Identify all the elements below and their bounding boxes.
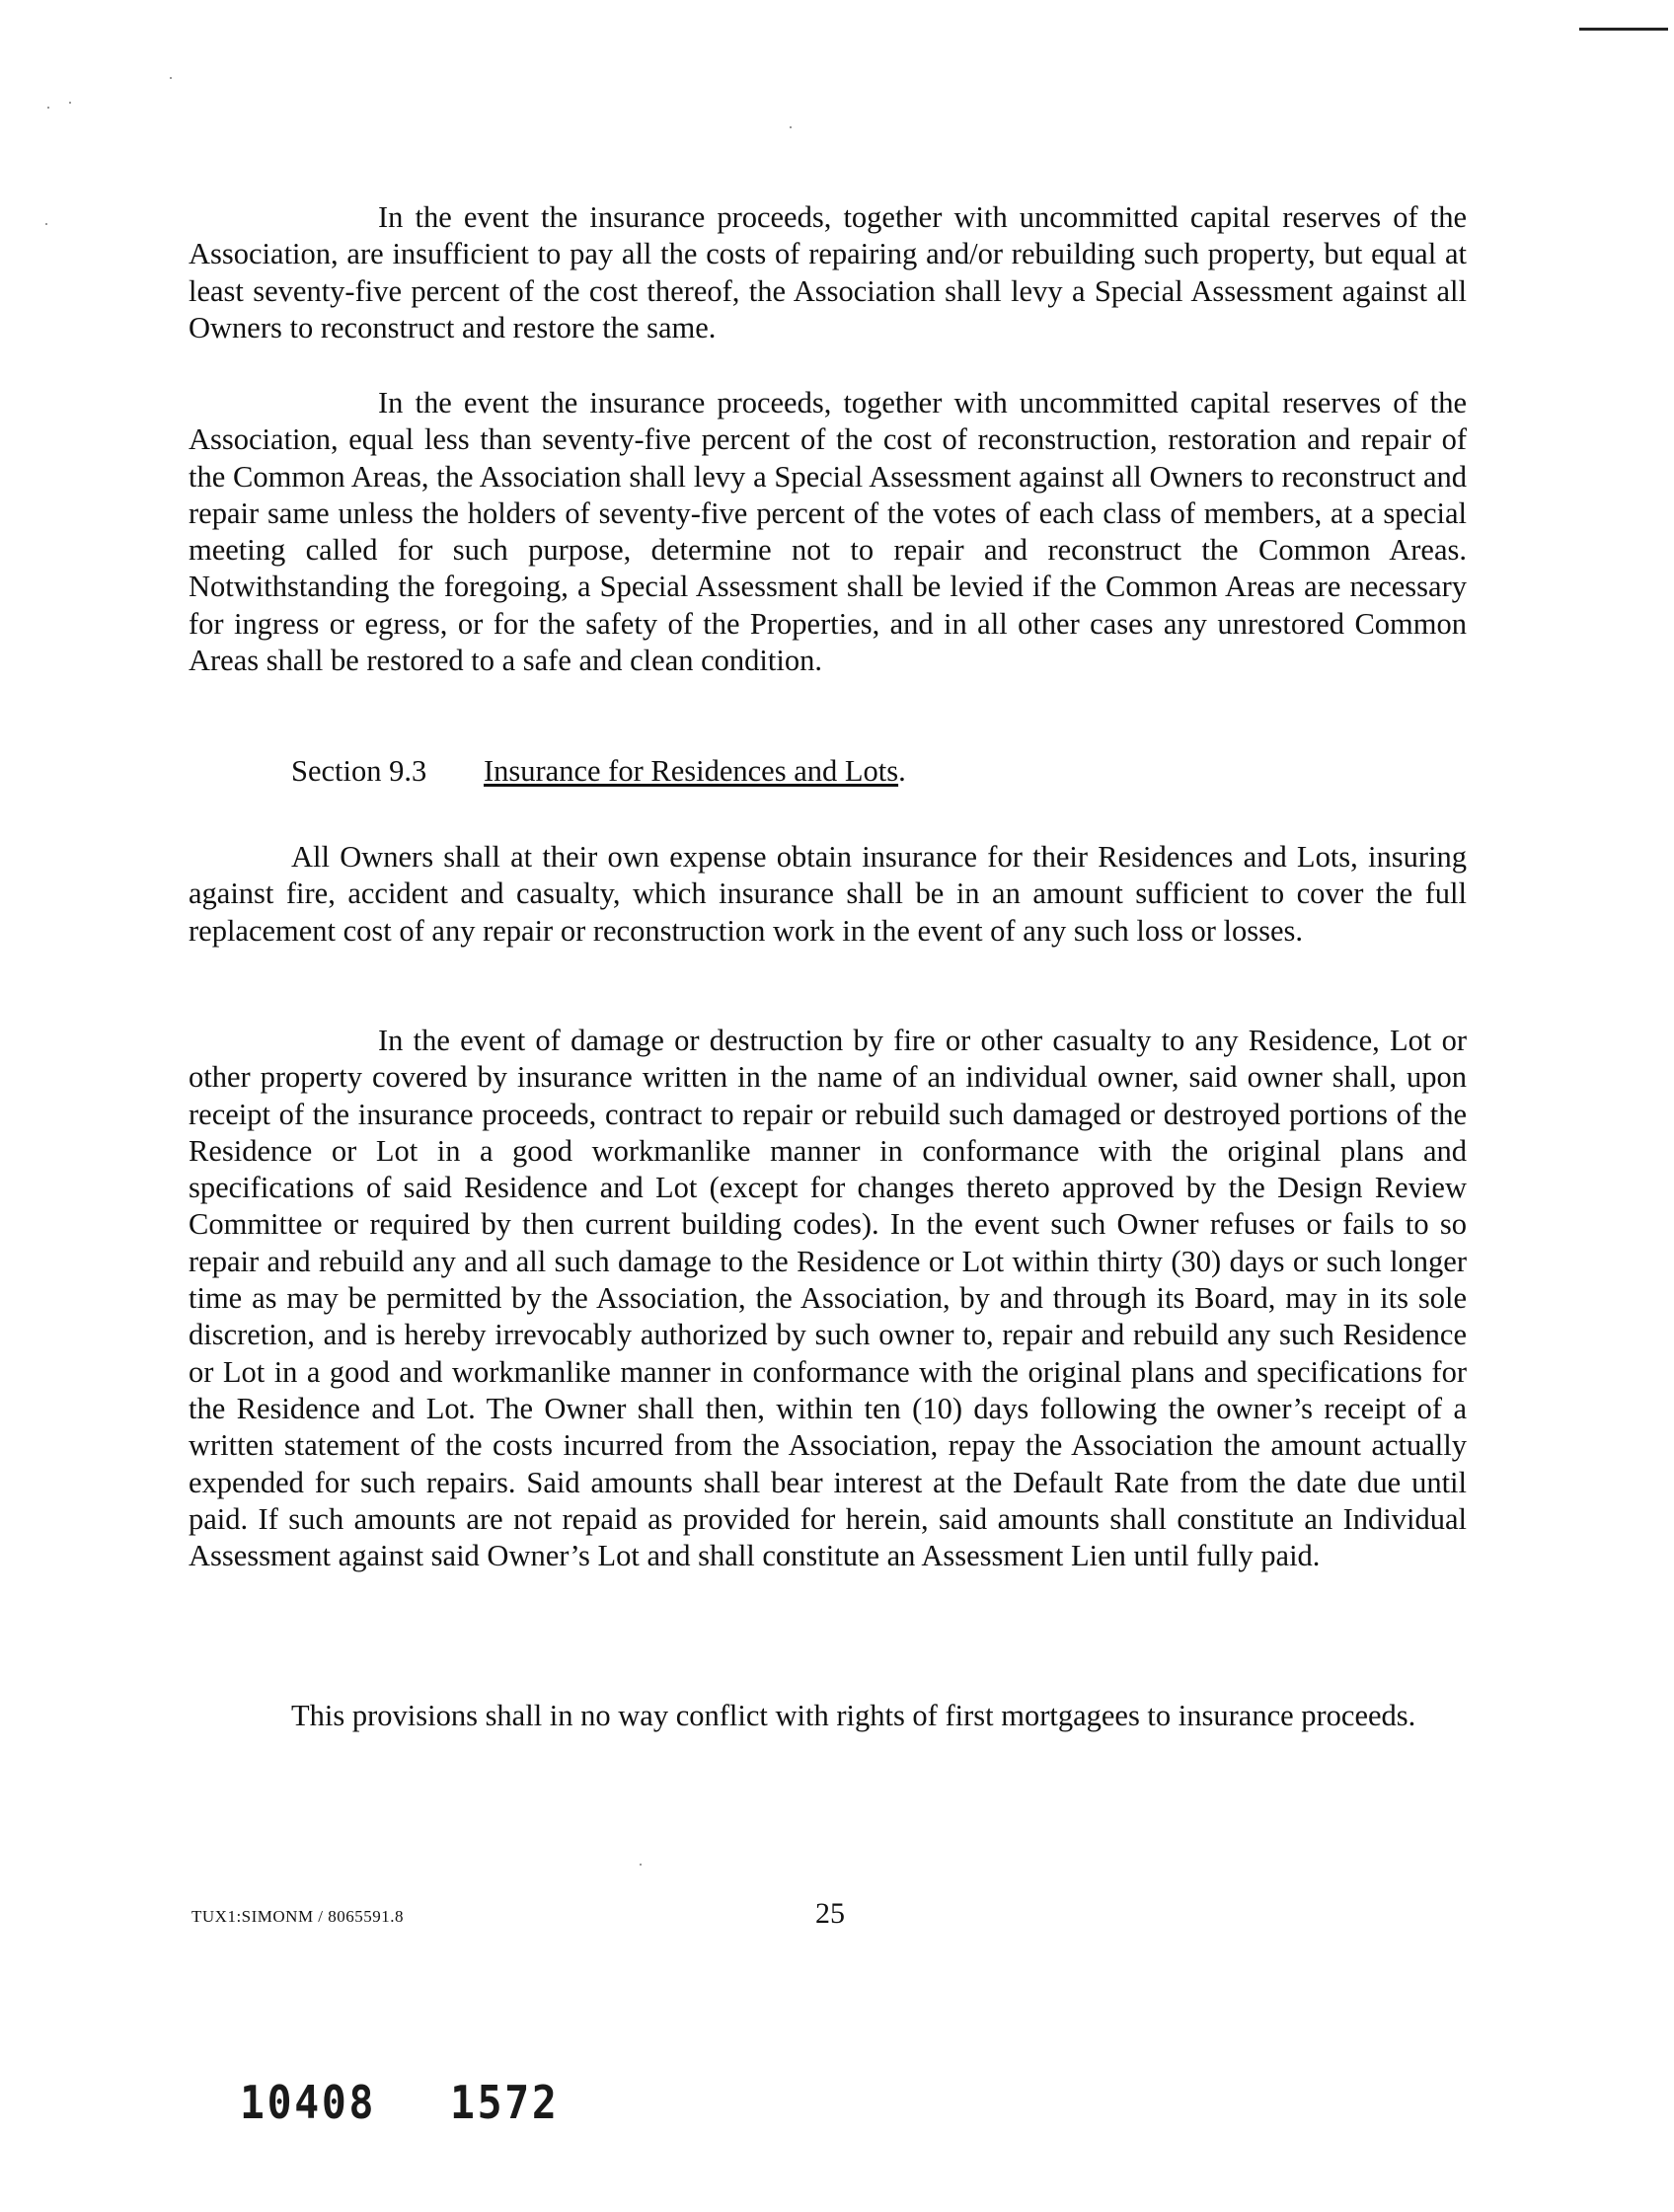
paragraph-first-mortgagees: This provisions shall in no way conflict with rights of first mortgagees to insurance proceeds. bbox=[291, 1699, 1416, 1732]
footer-document-id: TUX1:SIMONM / 8065591.8 bbox=[191, 1907, 405, 1926]
recording-stamp-book: 10408 bbox=[240, 2076, 377, 2129]
paragraph-insufficient-proceeds: In the event the insurance proceeds, together with uncommitted capital reserves of the Association, are insufficient to pay all the costs of repairing and/or rebuilding such property, but equal at least seventy-five percent of the cost thereof, the Association shall levy a Special Assessment against all Owners to reconstruct and restore the same. bbox=[189, 200, 1467, 344]
section-title-period: . bbox=[898, 754, 906, 788]
paragraph-less-than-seventy-five: In the event the insurance proceeds, together with uncommitted capital reserves of the Association, equal less than seventy-five percent of the cost of reconstruction, restoration and repair of the Common Areas, the Association shall levy a Special Assessment against all Owners to reconstruct and repair same unless the holders of seventy-five percent of the votes of each class of members, at a special meeting called for such purpose, determine not to repair and reconstruct the Common Areas. Notwithstanding the foregoing, a Special Assessment shall be levied if the Common Areas are necessary for ingress or egress, or for the safety of the Properties, and in all other cases any unrestored Common Areas shall be restored to a safe and clean condition. bbox=[189, 386, 1467, 678]
paragraph-owners-insurance: All Owners shall at their own expense obtain insurance for their Residences and Lots, insuring against fire, accident and casualty, which insurance shall be in an amount sufficient to cover the full replacement cost of any repair or reconstruction work in the event of any such loss or losses. bbox=[189, 840, 1467, 948]
scan-speck bbox=[69, 102, 71, 104]
scan-speck bbox=[640, 1864, 642, 1866]
section-number: Section 9.3 bbox=[291, 754, 427, 788]
paragraph-damage-destruction: In the event of damage or destruction by fire or other casualty to any Residence, Lot or other property covered by insurance written in the name of an individual owner, said owner shall, upon receipt of the insurance proceeds, contract to repair or rebuild such damaged or destroyed portions of the Residence or Lot in a good workmanlike manner in conformance with the original plans and specifications of said Residence and Lot (except for changes thereto approved by the Design Review Committee or required by then current building codes). In the event such Owner refuses or fails to so repair and rebuild any and all such damage to the Residence or Lot within thirty (30) days or such longer time as may be permitted by the Association, the Association, by and through its Board, may in its sole discretion, and is hereby irrevocably authorized by such owner to, repair and rebuild any such Residence or Lot in a good and workmanlike manner in conformance with the original plans and specifications for the Residence and Lot. The Owner shall then, within ten (10) days following the owner’s receipt of a written statement of the costs incurred from the Association, repay the Association the amount actually expended for such repairs. Said amounts shall bear interest at the Default Rate from the date due until paid. If such amounts are not repaid as provided for herein, said amounts shall constitute an Individual Assessment against said Owner’s Lot and shall constitute an Assessment Lien until fully paid. bbox=[189, 1024, 1467, 1573]
scan-speck bbox=[790, 126, 792, 128]
scan-speck bbox=[47, 107, 49, 109]
footer-page-number: 25 bbox=[815, 1897, 845, 1930]
section-title: Insurance for Residences and Lots bbox=[484, 754, 899, 788]
scan-speck bbox=[45, 223, 47, 225]
scan-artifact-line bbox=[1579, 28, 1668, 31]
section-heading bbox=[291, 753, 906, 790]
recording-stamp-page: 1572 bbox=[450, 2076, 560, 2129]
scan-speck bbox=[170, 77, 172, 79]
